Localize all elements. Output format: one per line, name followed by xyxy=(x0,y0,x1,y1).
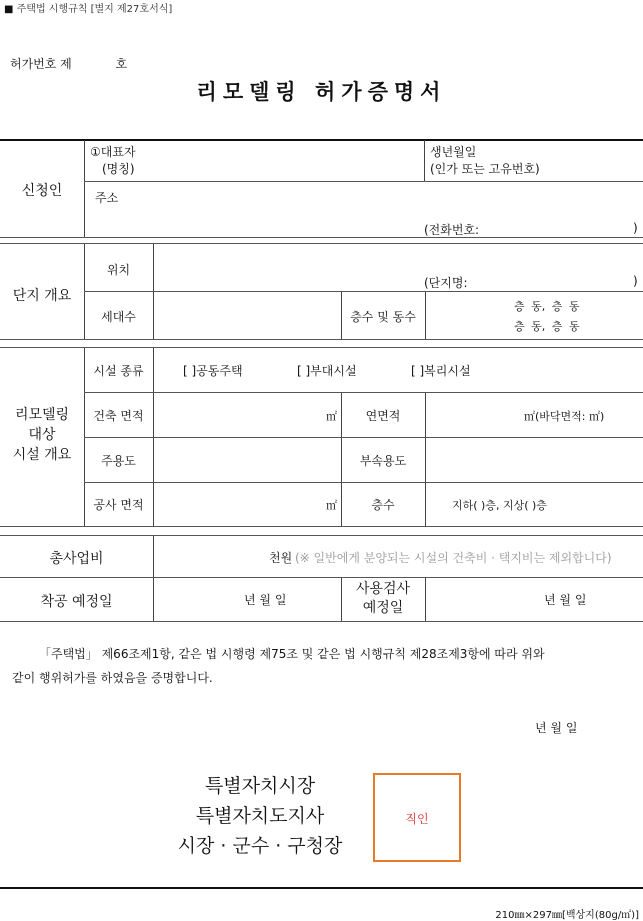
representative-sub-label: (명칭) xyxy=(102,162,135,176)
stories-label: 층수 xyxy=(371,498,395,512)
inspection-date-value: 년 월 일 xyxy=(544,593,587,607)
facility-type-welfare[interactable]: [ ]복리시설 xyxy=(411,364,471,378)
start-date-value: 년 월 일 xyxy=(244,593,287,607)
issue-date: 년 월 일 xyxy=(535,721,578,735)
birth-date-sub-label: (인가 또는 고유번호) xyxy=(430,162,540,176)
floors-row-2: 층 동, 층 동 xyxy=(514,320,580,333)
work-area-unit: ㎡ xyxy=(326,499,337,512)
applicant-section-label: 신청인 xyxy=(21,183,63,199)
work-area-label: 공사 면적 xyxy=(93,498,144,512)
floors-buildings-label: 층수 및 동수 xyxy=(350,310,416,324)
official-seal-label: 직인 xyxy=(405,812,429,826)
phone-label: (전화번호: xyxy=(424,223,480,237)
form-reference-text: 주택법 시행규칙 [별지 제27호서식] xyxy=(16,4,173,15)
document-title: 리모델링 허가증명서 xyxy=(196,80,447,104)
issuer-line-2: 특별자치도지사 xyxy=(195,805,325,827)
households-label: 세대수 xyxy=(101,310,136,324)
representative-label: ①대표자 xyxy=(90,145,136,159)
inspection-date-label-line-1: 사용검사 xyxy=(355,581,411,597)
complex-name-label: (단지명: xyxy=(424,276,468,290)
facility-type-label: 시설 종류 xyxy=(93,364,144,378)
complex-name-close: ) xyxy=(633,274,638,288)
issuer-line-3: 시장 · 군수 · 구청장 xyxy=(177,835,343,857)
facility-section-label-line-1: 리모델링 xyxy=(14,407,70,423)
complex-section-label: 단지 개요 xyxy=(12,288,72,304)
facility-section-label-line-2: 대상 xyxy=(28,427,56,443)
floors-row-1: 층 동, 층 동 xyxy=(514,300,580,313)
facility-type-ancillary[interactable]: [ ]부대시설 xyxy=(297,364,357,378)
main-use-label: 주용도 xyxy=(101,454,136,468)
certification-statement-line-2: 같이 행위허가를 하였음을 증명합니다. xyxy=(12,671,213,685)
facility-section-label xyxy=(0,405,84,465)
issuer-block xyxy=(160,771,360,861)
location-label: 위치 xyxy=(106,263,131,277)
paper-specification: 210㎜×297㎜[백상지(80g/㎡)] xyxy=(495,910,639,921)
facility-section-label-line-3: 시설 개요 xyxy=(12,447,72,463)
sub-use-label: 부속용도 xyxy=(359,454,407,468)
birth-date-label: 생년월일 xyxy=(430,145,477,159)
stories-value: 지하( )층, 지상( )층 xyxy=(452,499,547,512)
phone-close: ) xyxy=(633,221,638,235)
total-cost-unit: 천원 xyxy=(269,551,293,565)
building-area-label: 건축 면적 xyxy=(93,409,144,423)
floor-area-label: 연면적 xyxy=(365,409,401,423)
facility-type-apartment[interactable]: [ ]공동주택 xyxy=(183,364,243,378)
permit-number-prefix: 허가번호 제 xyxy=(10,57,72,71)
total-cost-note: (※ 일반에게 분양되는 시설의 건축비 · 택지비는 제외합니다) xyxy=(295,551,612,565)
certification-statement-line-1: 「주택법」 제66조제1항, 같은 법 시행령 제75조 및 같은 법 시행규칙 제28조제3항에 따라 위와 xyxy=(39,647,545,661)
permit-number-suffix: 호 xyxy=(115,57,128,71)
floor-area-value: ㎡(바닥면적: ㎡) xyxy=(524,410,605,423)
square-bullet: ■ xyxy=(4,4,14,15)
address-label: 주소 xyxy=(95,191,119,205)
inspection-date-label-line-2: 예정일 xyxy=(362,600,404,616)
permit-number xyxy=(10,55,127,72)
inspection-date-label xyxy=(341,580,425,618)
issuer-line-1: 특별자치시장 xyxy=(204,775,316,797)
form-reference xyxy=(4,0,172,15)
start-date-label: 착공 예정일 xyxy=(40,594,113,610)
building-area-unit: ㎡ xyxy=(326,410,337,423)
total-cost-label: 총사업비 xyxy=(49,551,104,567)
